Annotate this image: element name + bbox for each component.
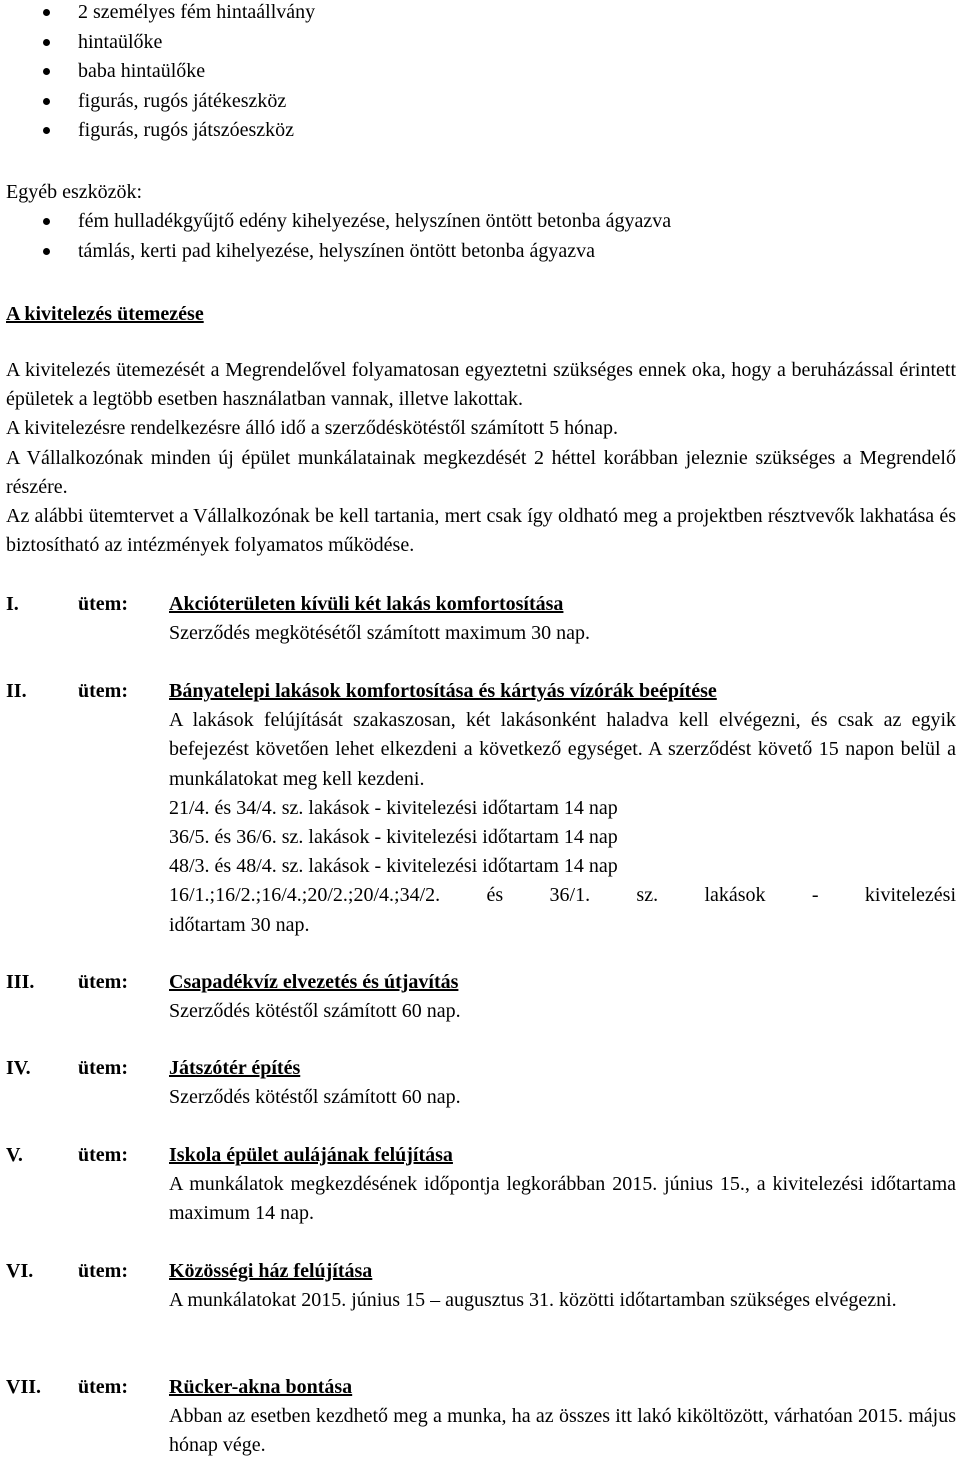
phase-label: ütem: (78, 1260, 128, 1282)
bullet-icon (43, 127, 50, 134)
phase-content (169, 677, 956, 940)
intro-paragraph: A kivitelezésre rendelkezésre álló idő a szerződéskötéstől számított 5 hónap. (6, 417, 619, 440)
phase-line: időtartam 30 nap. (169, 913, 310, 936)
phase-number: VI. (6, 1260, 34, 1282)
phase-line: 36/5. és 36/6. sz. lakások - kivitelezési időtartam 14 nap (169, 826, 618, 849)
phase-line: 21/4. és 34/4. sz. lakások - kivitelezési időtartam 14 nap (169, 796, 618, 819)
phase-paragraph: Abban az esetben kezdhető meg a munka, ha az összes itt lakó kiköltözött, várhatóan 2015. május hónap vége. (169, 1405, 956, 1457)
phase-title: Csapadékvíz elvezetés és útjavítás (169, 971, 459, 993)
phase-content (169, 590, 956, 648)
list-item: hintaülőke (6, 28, 315, 58)
phase-label: ütem: (78, 1376, 128, 1398)
phase-line: Szerződés kötéstől számított 60 nap. (169, 1086, 461, 1109)
phase-label: ütem: (78, 593, 128, 615)
other-equipment-label: Egyéb eszközök: (6, 181, 143, 203)
phase-content (169, 1054, 956, 1112)
bullet-icon (43, 9, 50, 16)
schedule-heading: A kivitelezés ütemezése (6, 303, 204, 325)
phase-label: ütem: (78, 1057, 128, 1079)
phase-line: Szerződés megkötésétől számított maximum 30 nap. (169, 622, 591, 645)
phase-content (169, 968, 956, 1026)
phase-number: I. (6, 593, 19, 615)
list-item: figurás, rugós játszóeszköz (6, 116, 315, 146)
bullet-icon (43, 248, 50, 255)
intro-paragraph: A Vállalkozónak minden új épület munkálatainak megkezdését 2 héttel korábban jeleznie szükséges a Megrendelő részére. (6, 446, 956, 498)
intro-paragraph: Az alábbi ütemtervet a Vállalkozónak be kell tartania, mert csak így oldható meg a projektben résztvevők lakhatása és biztosítható az intézmények folyamatos működése. (6, 505, 956, 557)
phase-number: III. (6, 971, 35, 993)
phase-number: VII. (6, 1376, 42, 1398)
schedule-intro (6, 356, 956, 560)
bullet-icon (43, 68, 50, 75)
list-item: figurás, rugós játékeszköz (6, 87, 315, 117)
phase-content (169, 1141, 956, 1229)
list-item: baba hintaülőke (6, 57, 315, 87)
phase-label: ütem: (78, 680, 128, 702)
phase-paragraph: A munkálatok megkezdésének időpontja legkorábban 2015. június 15., a kivitelezési időtartama maximum 14 nap. (169, 1173, 956, 1225)
phase-line: 48/3. és 48/4. sz. lakások - kivitelezési időtartam 14 nap (169, 855, 618, 878)
phase-paragraph: A munkálatokat 2015. június 15 – augusztus 31. közötti időtartamban szükséges elvégezni. (169, 1289, 897, 1312)
phase-title: Rücker-akna bontása (169, 1376, 353, 1398)
bullet-icon (43, 39, 50, 46)
phase-title: Játszótér építés (169, 1057, 301, 1079)
phase-line: Szerződés kötéstől számított 60 nap. (169, 1000, 461, 1023)
phase-number: V. (6, 1144, 23, 1166)
phase-line: 16/1.;16/2.;16/4.;20/2.;20/4.;34/2. és 36/1. sz. lakások - kivitelezési (169, 884, 956, 907)
other-equipment-list (6, 207, 671, 266)
phase-label: ütem: (78, 1144, 128, 1166)
phase-title: Közösségi ház felújítása (169, 1260, 373, 1282)
list-item: 2 személyes fém hintaállvány (6, 0, 315, 28)
bullet-icon (43, 218, 50, 225)
phase-content (169, 1257, 956, 1315)
phase-title: Bányatelepi lakások komfortosítása és kártyás vízórák beépítése (169, 680, 717, 702)
phase-title: Akcióterületen kívüli két lakás komfortosítása (169, 593, 564, 615)
phase-content (169, 1373, 956, 1461)
list-item: fém hulladékgyűjtő edény kihelyezése, helyszínen öntött betonba ágyazva (6, 207, 671, 237)
phase-paragraph: A lakások felújítását szakaszosan, két lakásonként haladva kell elvégezni, és csak az egyik befejezést követően lehet elkezdeni a következő egységet. A szerződést követő 15 napon belül a munkálatokat meg kell kezdeni. (169, 709, 956, 790)
phase-label: ütem: (78, 971, 128, 993)
bullet-icon (43, 98, 50, 105)
phase-number: II. (6, 680, 27, 702)
phase-title: Iskola épület aulájának felújítása (169, 1144, 453, 1166)
phase-number: IV. (6, 1057, 31, 1079)
intro-paragraph: A kivitelezés ütemezését a Megrendelővel folyamatosan egyeztetni szükséges ennek oka, hogy a beruházással érintett épületek a legtöbb esetben használatban vannak, illetve lakottak. (6, 359, 956, 411)
playground-equipment-list (6, 0, 315, 146)
list-item: támlás, kerti pad kihelyezése, helyszínen öntött betonba ágyazva (6, 237, 671, 267)
